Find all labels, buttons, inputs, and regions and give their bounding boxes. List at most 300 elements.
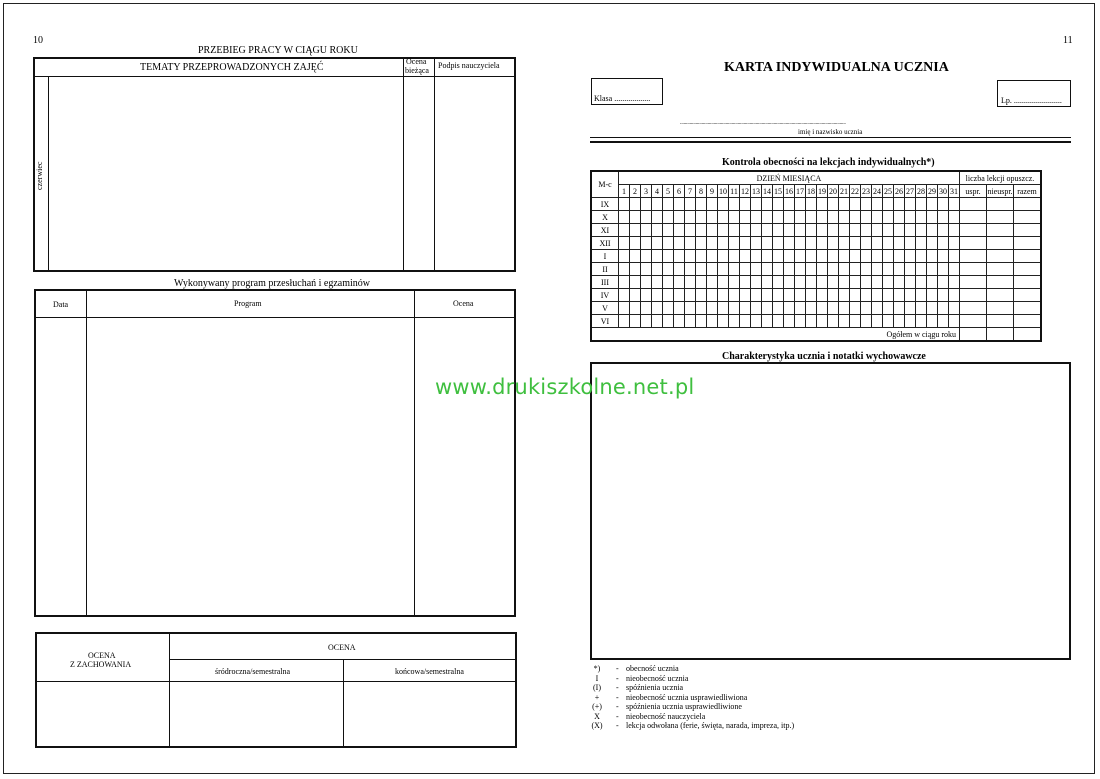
attendance-cell[interactable] — [674, 315, 685, 328]
attendance-cell[interactable] — [872, 302, 883, 315]
attendance-cell[interactable] — [806, 302, 817, 315]
attendance-cell[interactable] — [740, 198, 751, 211]
missed-count-cell[interactable] — [987, 276, 1014, 289]
attendance-cell[interactable] — [740, 211, 751, 224]
attendance-cell[interactable] — [707, 250, 718, 263]
attendance-cell[interactable] — [630, 276, 641, 289]
attendance-cell[interactable] — [718, 198, 729, 211]
attendance-cell[interactable] — [685, 302, 696, 315]
missed-count-cell[interactable] — [960, 250, 987, 263]
missed-count-cell[interactable] — [960, 211, 987, 224]
attendance-cell[interactable] — [938, 198, 949, 211]
attendance-cell[interactable] — [652, 211, 663, 224]
attendance-cell[interactable] — [619, 250, 630, 263]
attendance-cell[interactable] — [729, 198, 740, 211]
attendance-cell[interactable] — [806, 211, 817, 224]
missed-count-cell[interactable] — [960, 263, 987, 276]
missed-count-cell[interactable] — [960, 224, 987, 237]
attendance-cell[interactable] — [729, 289, 740, 302]
attendance-cell[interactable] — [641, 250, 652, 263]
attendance-cell[interactable] — [784, 211, 795, 224]
attendance-cell[interactable] — [674, 250, 685, 263]
attendance-cell[interactable] — [927, 237, 938, 250]
attendance-cell[interactable] — [949, 237, 960, 250]
attendance-cell[interactable] — [652, 302, 663, 315]
attendance-cell[interactable] — [806, 276, 817, 289]
attendance-cell[interactable] — [927, 276, 938, 289]
missed-count-cell[interactable] — [960, 276, 987, 289]
missed-count-cell[interactable] — [1014, 276, 1042, 289]
missed-count-cell[interactable] — [1014, 198, 1042, 211]
attendance-cell[interactable] — [619, 263, 630, 276]
attendance-cell[interactable] — [916, 250, 927, 263]
attendance-cell[interactable] — [696, 263, 707, 276]
attendance-cell[interactable] — [762, 315, 773, 328]
attendance-cell[interactable] — [784, 276, 795, 289]
attendance-cell[interactable] — [916, 289, 927, 302]
attendance-cell[interactable] — [850, 263, 861, 276]
attendance-cell[interactable] — [861, 289, 872, 302]
attendance-cell[interactable] — [751, 302, 762, 315]
missed-count-cell[interactable] — [987, 211, 1014, 224]
attendance-cell[interactable] — [850, 224, 861, 237]
attendance-cell[interactable] — [751, 198, 762, 211]
attendance-cell[interactable] — [630, 302, 641, 315]
attendance-cell[interactable] — [839, 250, 850, 263]
attendance-cell[interactable] — [707, 302, 718, 315]
attendance-cell[interactable] — [817, 289, 828, 302]
attendance-cell[interactable] — [773, 211, 784, 224]
attendance-cell[interactable] — [718, 250, 729, 263]
attendance-cell[interactable] — [652, 237, 663, 250]
attendance-cell[interactable] — [707, 237, 718, 250]
missed-count-cell[interactable] — [1014, 302, 1042, 315]
attendance-cell[interactable] — [619, 211, 630, 224]
attendance-cell[interactable] — [839, 211, 850, 224]
attendance-cell[interactable] — [718, 315, 729, 328]
attendance-cell[interactable] — [949, 224, 960, 237]
attendance-cell[interactable] — [663, 237, 674, 250]
attendance-cell[interactable] — [641, 237, 652, 250]
attendance-cell[interactable] — [927, 198, 938, 211]
attendance-cell[interactable] — [751, 289, 762, 302]
attendance-cell[interactable] — [619, 289, 630, 302]
attendance-cell[interactable] — [883, 237, 894, 250]
attendance-cell[interactable] — [927, 224, 938, 237]
attendance-cell[interactable] — [707, 224, 718, 237]
attendance-cell[interactable] — [817, 250, 828, 263]
attendance-cell[interactable] — [894, 211, 905, 224]
attendance-cell[interactable] — [894, 263, 905, 276]
attendance-cell[interactable] — [685, 250, 696, 263]
attendance-cell[interactable] — [949, 263, 960, 276]
attendance-cell[interactable] — [795, 276, 806, 289]
missed-count-cell[interactable] — [1014, 237, 1042, 250]
attendance-cell[interactable] — [641, 302, 652, 315]
attendance-cell[interactable] — [850, 198, 861, 211]
attendance-cell[interactable] — [861, 250, 872, 263]
attendance-cell[interactable] — [751, 276, 762, 289]
attendance-cell[interactable] — [817, 198, 828, 211]
attendance-cell[interactable] — [619, 198, 630, 211]
attendance-cell[interactable] — [773, 315, 784, 328]
attendance-cell[interactable] — [883, 263, 894, 276]
attendance-cell[interactable] — [872, 250, 883, 263]
attendance-cell[interactable] — [938, 289, 949, 302]
attendance-cell[interactable] — [949, 211, 960, 224]
attendance-cell[interactable] — [806, 198, 817, 211]
attendance-cell[interactable] — [894, 198, 905, 211]
attendance-cell[interactable] — [883, 289, 894, 302]
attendance-cell[interactable] — [751, 224, 762, 237]
attendance-cell[interactable] — [707, 315, 718, 328]
attendance-cell[interactable] — [894, 315, 905, 328]
attendance-cell[interactable] — [762, 276, 773, 289]
attendance-cell[interactable] — [806, 237, 817, 250]
attendance-cell[interactable] — [773, 224, 784, 237]
attendance-cell[interactable] — [740, 237, 751, 250]
attendance-cell[interactable] — [729, 224, 740, 237]
missed-count-cell[interactable] — [960, 289, 987, 302]
attendance-cell[interactable] — [685, 263, 696, 276]
attendance-cell[interactable] — [740, 250, 751, 263]
attendance-cell[interactable] — [762, 237, 773, 250]
attendance-cell[interactable] — [795, 315, 806, 328]
attendance-cell[interactable] — [773, 289, 784, 302]
attendance-cell[interactable] — [905, 224, 916, 237]
attendance-cell[interactable] — [949, 302, 960, 315]
attendance-cell[interactable] — [674, 289, 685, 302]
attendance-cell[interactable] — [674, 211, 685, 224]
attendance-cell[interactable] — [674, 302, 685, 315]
missed-count-cell[interactable] — [960, 315, 987, 328]
attendance-cell[interactable] — [817, 263, 828, 276]
attendance-cell[interactable] — [839, 237, 850, 250]
attendance-cell[interactable] — [729, 211, 740, 224]
attendance-cell[interactable] — [762, 302, 773, 315]
attendance-cell[interactable] — [641, 289, 652, 302]
attendance-cell[interactable] — [652, 250, 663, 263]
attendance-cell[interactable] — [883, 224, 894, 237]
attendance-cell[interactable] — [938, 237, 949, 250]
attendance-cell[interactable] — [762, 211, 773, 224]
attendance-cell[interactable] — [652, 263, 663, 276]
attendance-cell[interactable] — [850, 302, 861, 315]
attendance-cell[interactable] — [740, 276, 751, 289]
attendance-cell[interactable] — [850, 315, 861, 328]
total-count-cell[interactable] — [987, 328, 1014, 342]
attendance-cell[interactable] — [751, 250, 762, 263]
missed-count-cell[interactable] — [1014, 263, 1042, 276]
attendance-cell[interactable] — [784, 302, 795, 315]
attendance-cell[interactable] — [663, 211, 674, 224]
attendance-cell[interactable] — [718, 237, 729, 250]
missed-count-cell[interactable] — [1014, 250, 1042, 263]
attendance-cell[interactable] — [817, 302, 828, 315]
missed-count-cell[interactable] — [987, 302, 1014, 315]
attendance-cell[interactable] — [663, 289, 674, 302]
attendance-cell[interactable] — [696, 315, 707, 328]
attendance-cell[interactable] — [707, 263, 718, 276]
attendance-cell[interactable] — [872, 276, 883, 289]
attendance-cell[interactable] — [652, 276, 663, 289]
attendance-cell[interactable] — [674, 263, 685, 276]
attendance-cell[interactable] — [872, 237, 883, 250]
attendance-cell[interactable] — [663, 315, 674, 328]
attendance-cell[interactable] — [861, 237, 872, 250]
attendance-cell[interactable] — [663, 224, 674, 237]
attendance-cell[interactable] — [905, 250, 916, 263]
attendance-cell[interactable] — [762, 198, 773, 211]
attendance-cell[interactable] — [773, 250, 784, 263]
attendance-cell[interactable] — [828, 276, 839, 289]
attendance-cell[interactable] — [828, 315, 839, 328]
attendance-cell[interactable] — [630, 315, 641, 328]
attendance-cell[interactable] — [817, 237, 828, 250]
attendance-cell[interactable] — [630, 289, 641, 302]
attendance-cell[interactable] — [652, 289, 663, 302]
attendance-cell[interactable] — [828, 250, 839, 263]
attendance-cell[interactable] — [828, 263, 839, 276]
attendance-cell[interactable] — [718, 263, 729, 276]
attendance-cell[interactable] — [696, 302, 707, 315]
attendance-cell[interactable] — [641, 263, 652, 276]
attendance-cell[interactable] — [894, 250, 905, 263]
attendance-cell[interactable] — [641, 224, 652, 237]
attendance-cell[interactable] — [938, 276, 949, 289]
attendance-cell[interactable] — [762, 250, 773, 263]
attendance-cell[interactable] — [619, 237, 630, 250]
attendance-cell[interactable] — [740, 263, 751, 276]
attendance-cell[interactable] — [696, 224, 707, 237]
attendance-cell[interactable] — [773, 237, 784, 250]
attendance-cell[interactable] — [806, 224, 817, 237]
attendance-cell[interactable] — [817, 315, 828, 328]
attendance-cell[interactable] — [949, 289, 960, 302]
attendance-cell[interactable] — [817, 224, 828, 237]
attendance-cell[interactable] — [839, 224, 850, 237]
attendance-cell[interactable] — [806, 289, 817, 302]
attendance-cell[interactable] — [872, 224, 883, 237]
attendance-cell[interactable] — [729, 237, 740, 250]
attendance-cell[interactable] — [949, 315, 960, 328]
attendance-cell[interactable] — [927, 263, 938, 276]
attendance-cell[interactable] — [696, 237, 707, 250]
attendance-cell[interactable] — [685, 224, 696, 237]
total-count-cell[interactable] — [1014, 328, 1042, 342]
attendance-cell[interactable] — [905, 211, 916, 224]
attendance-cell[interactable] — [894, 237, 905, 250]
attendance-cell[interactable] — [762, 263, 773, 276]
attendance-cell[interactable] — [729, 276, 740, 289]
attendance-cell[interactable] — [784, 198, 795, 211]
attendance-cell[interactable] — [949, 276, 960, 289]
attendance-cell[interactable] — [641, 211, 652, 224]
attendance-cell[interactable] — [916, 276, 927, 289]
attendance-cell[interactable] — [861, 302, 872, 315]
attendance-cell[interactable] — [795, 302, 806, 315]
attendance-cell[interactable] — [927, 250, 938, 263]
attendance-cell[interactable] — [641, 198, 652, 211]
missed-count-cell[interactable] — [1014, 224, 1042, 237]
attendance-cell[interactable] — [685, 237, 696, 250]
attendance-cell[interactable] — [751, 211, 762, 224]
attendance-cell[interactable] — [806, 315, 817, 328]
attendance-cell[interactable] — [674, 237, 685, 250]
attendance-cell[interactable] — [619, 224, 630, 237]
attendance-cell[interactable] — [861, 211, 872, 224]
missed-count-cell[interactable] — [987, 250, 1014, 263]
attendance-cell[interactable] — [630, 237, 641, 250]
attendance-cell[interactable] — [729, 263, 740, 276]
attendance-cell[interactable] — [916, 211, 927, 224]
attendance-cell[interactable] — [817, 276, 828, 289]
attendance-cell[interactable] — [883, 250, 894, 263]
attendance-cell[interactable] — [828, 211, 839, 224]
attendance-cell[interactable] — [927, 289, 938, 302]
attendance-cell[interactable] — [883, 315, 894, 328]
attendance-cell[interactable] — [839, 302, 850, 315]
attendance-cell[interactable] — [707, 276, 718, 289]
attendance-cell[interactable] — [795, 237, 806, 250]
attendance-cell[interactable] — [883, 211, 894, 224]
attendance-cell[interactable] — [773, 276, 784, 289]
attendance-cell[interactable] — [905, 289, 916, 302]
attendance-cell[interactable] — [938, 302, 949, 315]
attendance-cell[interactable] — [663, 276, 674, 289]
attendance-cell[interactable] — [740, 302, 751, 315]
attendance-cell[interactable] — [839, 263, 850, 276]
attendance-cell[interactable] — [905, 315, 916, 328]
attendance-cell[interactable] — [916, 224, 927, 237]
attendance-cell[interactable] — [619, 276, 630, 289]
attendance-cell[interactable] — [916, 263, 927, 276]
attendance-cell[interactable] — [674, 224, 685, 237]
attendance-cell[interactable] — [938, 250, 949, 263]
attendance-cell[interactable] — [916, 315, 927, 328]
attendance-cell[interactable] — [696, 289, 707, 302]
attendance-cell[interactable] — [938, 211, 949, 224]
attendance-cell[interactable] — [663, 198, 674, 211]
attendance-cell[interactable] — [872, 315, 883, 328]
attendance-cell[interactable] — [894, 302, 905, 315]
attendance-cell[interactable] — [894, 289, 905, 302]
attendance-cell[interactable] — [905, 276, 916, 289]
attendance-cell[interactable] — [795, 198, 806, 211]
attendance-cell[interactable] — [652, 315, 663, 328]
attendance-cell[interactable] — [685, 276, 696, 289]
attendance-cell[interactable] — [828, 198, 839, 211]
attendance-cell[interactable] — [751, 263, 762, 276]
attendance-cell[interactable] — [861, 315, 872, 328]
attendance-cell[interactable] — [729, 315, 740, 328]
attendance-cell[interactable] — [762, 289, 773, 302]
attendance-cell[interactable] — [696, 198, 707, 211]
attendance-cell[interactable] — [839, 289, 850, 302]
attendance-cell[interactable] — [872, 198, 883, 211]
attendance-cell[interactable] — [718, 302, 729, 315]
attendance-cell[interactable] — [850, 250, 861, 263]
attendance-cell[interactable] — [630, 250, 641, 263]
attendance-cell[interactable] — [773, 198, 784, 211]
attendance-cell[interactable] — [938, 315, 949, 328]
attendance-cell[interactable] — [938, 224, 949, 237]
attendance-cell[interactable] — [795, 289, 806, 302]
attendance-cell[interactable] — [839, 315, 850, 328]
attendance-cell[interactable] — [795, 211, 806, 224]
attendance-cell[interactable] — [927, 315, 938, 328]
missed-count-cell[interactable] — [987, 237, 1014, 250]
attendance-cell[interactable] — [916, 198, 927, 211]
attendance-cell[interactable] — [850, 211, 861, 224]
attendance-cell[interactable] — [696, 250, 707, 263]
attendance-cell[interactable] — [905, 302, 916, 315]
missed-count-cell[interactable] — [1014, 289, 1042, 302]
attendance-cell[interactable] — [740, 315, 751, 328]
attendance-cell[interactable] — [784, 250, 795, 263]
attendance-cell[interactable] — [707, 289, 718, 302]
attendance-cell[interactable] — [828, 237, 839, 250]
attendance-cell[interactable] — [795, 224, 806, 237]
attendance-cell[interactable] — [883, 198, 894, 211]
attendance-cell[interactable] — [861, 224, 872, 237]
attendance-cell[interactable] — [663, 250, 674, 263]
attendance-cell[interactable] — [949, 198, 960, 211]
attendance-cell[interactable] — [817, 211, 828, 224]
attendance-cell[interactable] — [641, 315, 652, 328]
attendance-cell[interactable] — [872, 211, 883, 224]
attendance-cell[interactable] — [927, 211, 938, 224]
attendance-cell[interactable] — [927, 302, 938, 315]
attendance-cell[interactable] — [740, 224, 751, 237]
missed-count-cell[interactable] — [987, 224, 1014, 237]
attendance-cell[interactable] — [872, 289, 883, 302]
attendance-cell[interactable] — [784, 263, 795, 276]
attendance-cell[interactable] — [905, 263, 916, 276]
attendance-cell[interactable] — [916, 237, 927, 250]
attendance-cell[interactable] — [883, 302, 894, 315]
attendance-cell[interactable] — [652, 198, 663, 211]
attendance-cell[interactable] — [916, 302, 927, 315]
attendance-cell[interactable] — [828, 289, 839, 302]
attendance-cell[interactable] — [729, 302, 740, 315]
attendance-cell[interactable] — [619, 302, 630, 315]
attendance-cell[interactable] — [685, 198, 696, 211]
attendance-cell[interactable] — [872, 263, 883, 276]
attendance-cell[interactable] — [861, 263, 872, 276]
attendance-cell[interactable] — [674, 276, 685, 289]
attendance-cell[interactable] — [630, 198, 641, 211]
attendance-cell[interactable] — [707, 198, 718, 211]
attendance-cell[interactable] — [718, 224, 729, 237]
attendance-cell[interactable] — [630, 211, 641, 224]
attendance-cell[interactable] — [630, 224, 641, 237]
attendance-cell[interactable] — [740, 289, 751, 302]
attendance-cell[interactable] — [905, 198, 916, 211]
missed-count-cell[interactable] — [987, 198, 1014, 211]
attendance-cell[interactable] — [685, 289, 696, 302]
attendance-cell[interactable] — [784, 289, 795, 302]
attendance-cell[interactable] — [663, 302, 674, 315]
attendance-cell[interactable] — [630, 263, 641, 276]
attendance-cell[interactable] — [795, 263, 806, 276]
attendance-cell[interactable] — [828, 302, 839, 315]
attendance-cell[interactable] — [894, 224, 905, 237]
attendance-cell[interactable] — [751, 237, 762, 250]
attendance-cell[interactable] — [938, 263, 949, 276]
attendance-cell[interactable] — [718, 289, 729, 302]
attendance-cell[interactable] — [663, 263, 674, 276]
